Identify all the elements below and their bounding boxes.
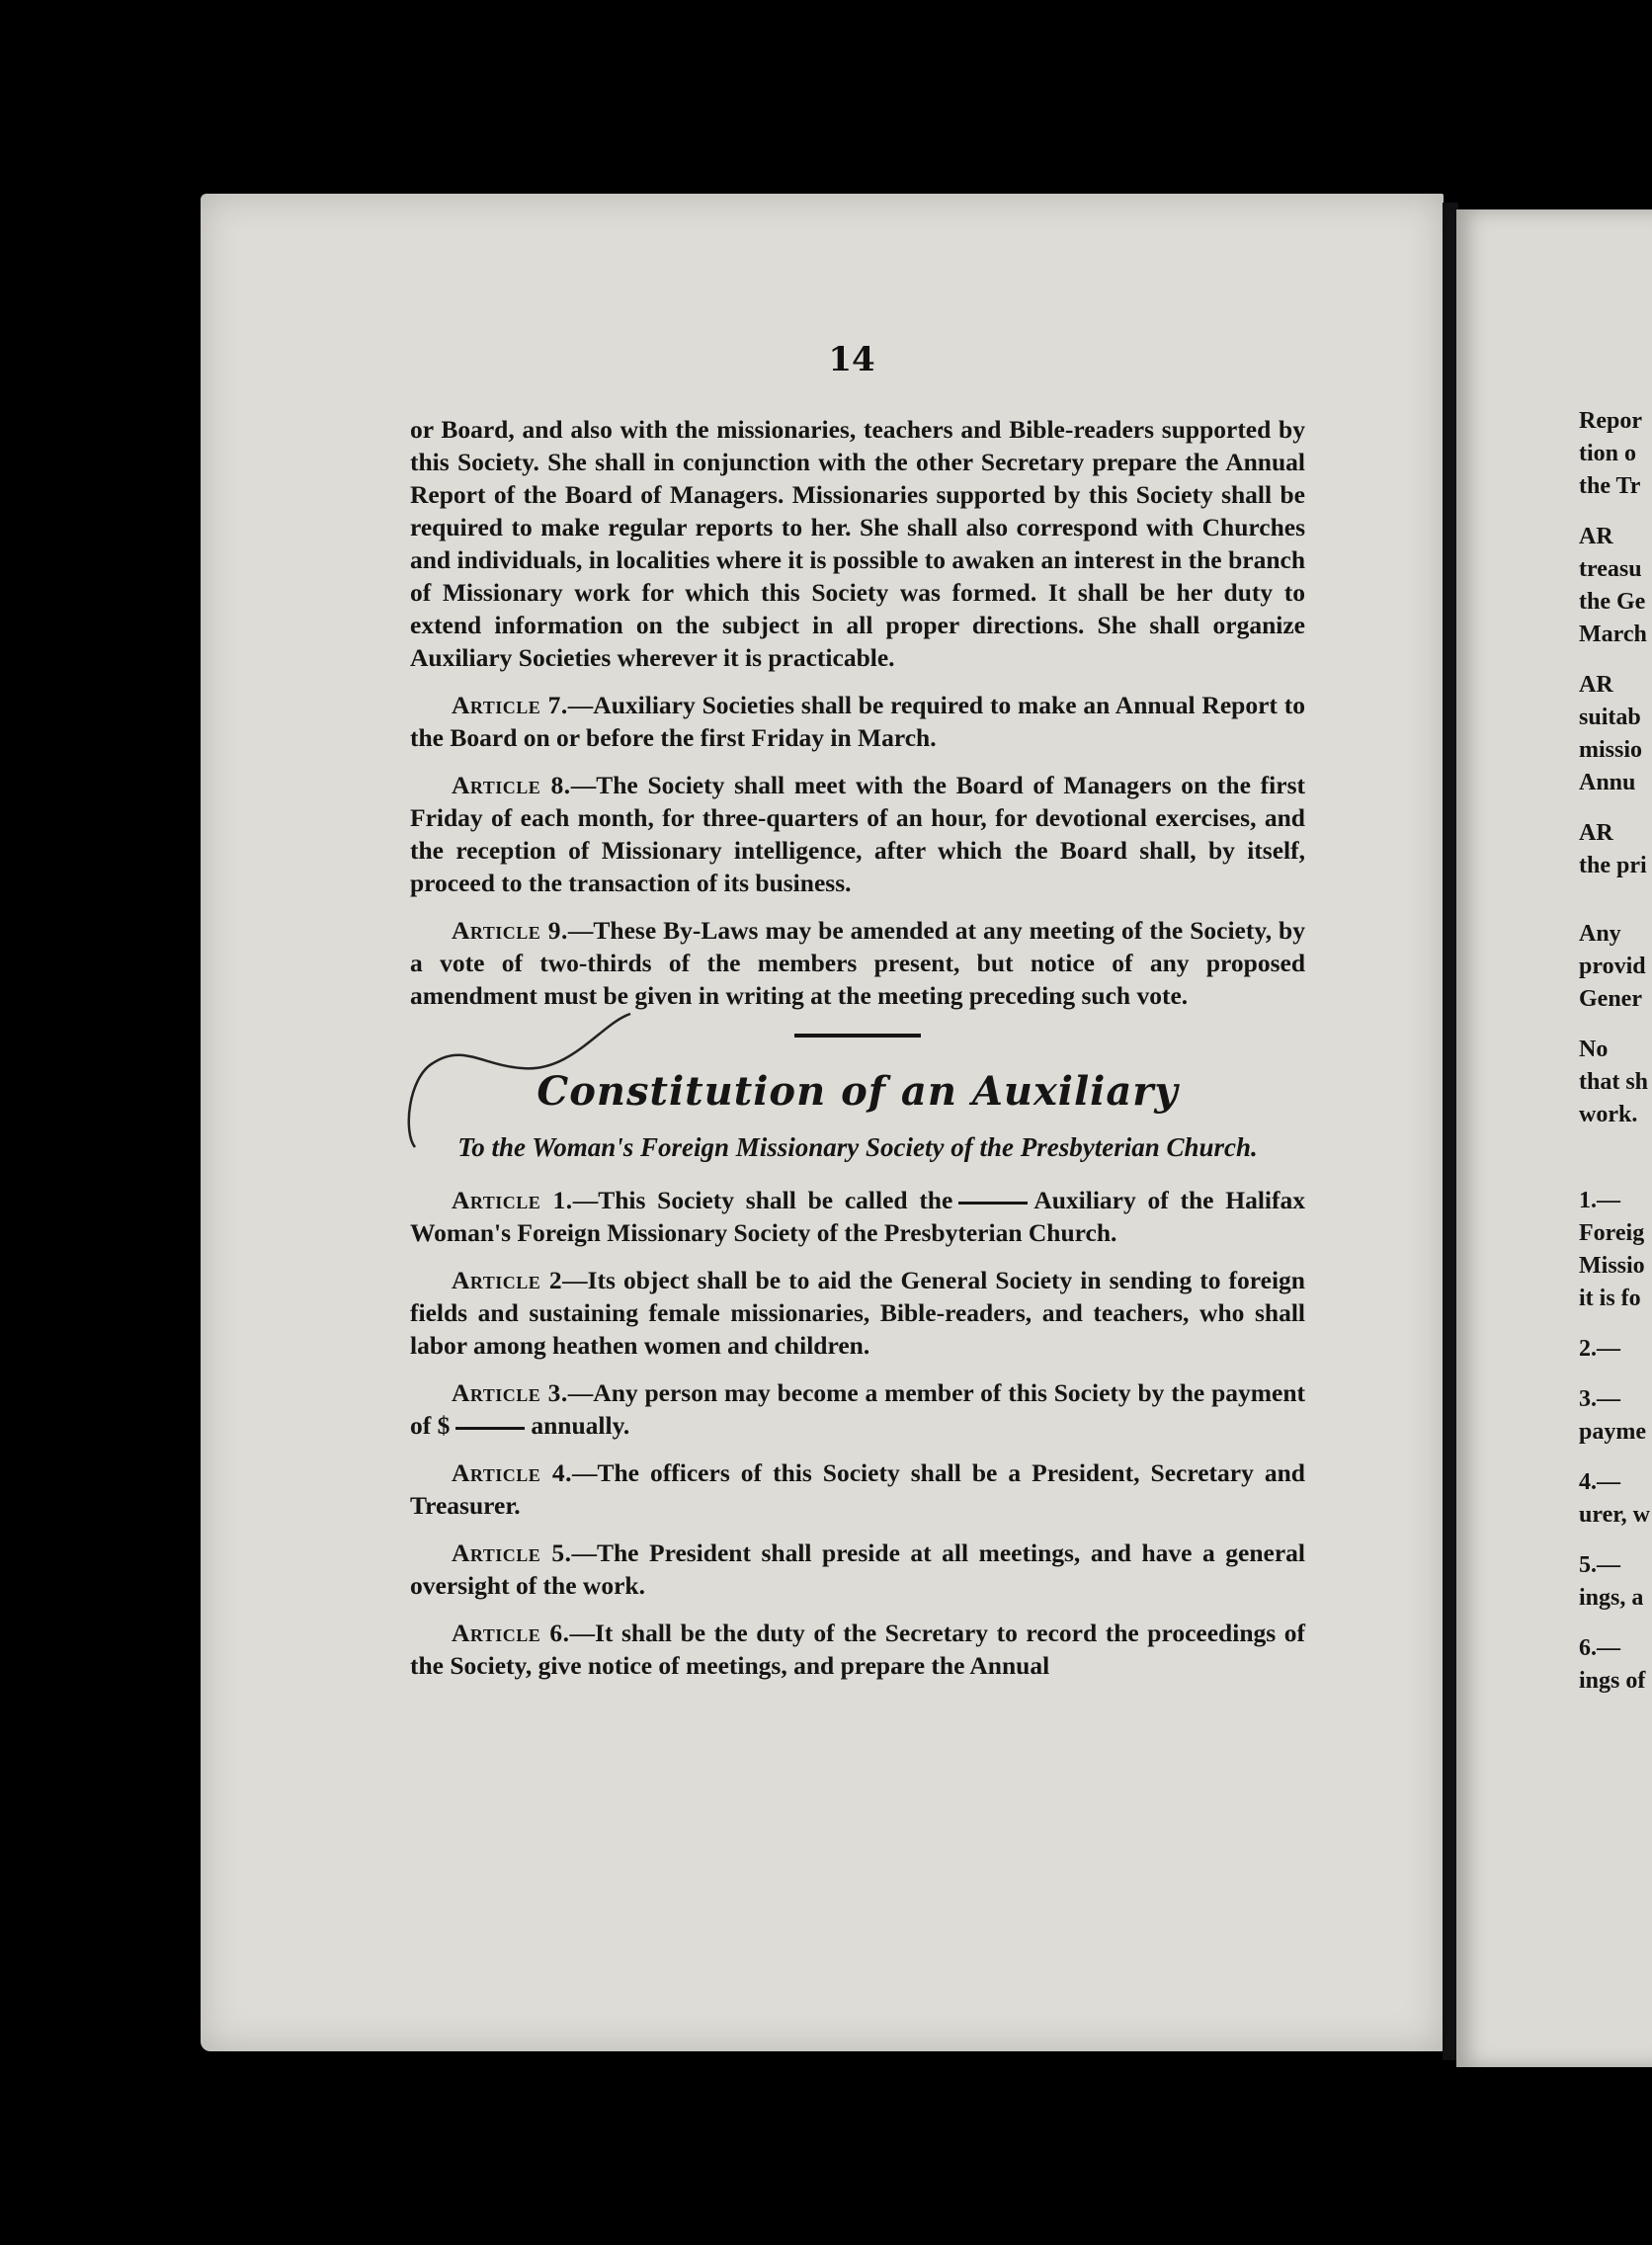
article-text-continued: annually. [531, 1411, 630, 1440]
facing-page-line: tion o [1579, 441, 1637, 466]
facing-page-line: 6.— [1579, 1635, 1620, 1661]
facing-page-line: missio [1579, 737, 1643, 763]
facing-page-line: it is fo [1579, 1286, 1641, 1311]
article-label: Article 1. [452, 1186, 573, 1214]
facing-page-line: provid [1579, 954, 1646, 979]
article-label: Article 2 [452, 1266, 563, 1294]
facing-page-line: No [1579, 1037, 1609, 1062]
facing-page-line: AR [1579, 820, 1613, 846]
facing-page-line [1579, 1131, 1652, 1149]
facing-page-line [1579, 882, 1652, 900]
article-text: —Any person may become a member of this Society by the payment of $ [410, 1378, 1305, 1440]
facing-page-line: the Tr [1579, 473, 1641, 499]
facing-page-line: ings, a [1579, 1585, 1644, 1611]
facing-page-line: 4.— [1579, 1469, 1620, 1495]
facing-page-line: Gener [1579, 986, 1642, 1012]
facing-page-line: urer, w [1579, 1502, 1650, 1528]
facing-page-line: Repor [1579, 408, 1642, 434]
constitution-article-3 [410, 1376, 1305, 1442]
constitution-subtitle: To the Woman's Foreign Missionary Society of the Presbyterian Church. [457, 1132, 1258, 1162]
facing-page-line: that sh [1579, 1069, 1649, 1095]
facing-page-text [1579, 405, 1652, 1698]
section-divider [794, 1034, 921, 1038]
pencil-scribble-mark [403, 984, 660, 1182]
constitution-title: Constitution of an Auxiliary [537, 1068, 1179, 1115]
article-text: —It shall be the duty of the Secretary to record the proceedings of the Society, give notice of meetings, and prepare the Annual [410, 1619, 1305, 1680]
facing-page-line: treasu [1579, 556, 1642, 582]
article-label: Article 8. [452, 771, 571, 799]
article-text: —The officers of this Society shall be a President, Secretary and Treasurer. [410, 1458, 1305, 1520]
facing-page-line: payme [1579, 1419, 1646, 1445]
facing-page-line [1579, 1615, 1652, 1632]
fill-in-blank [455, 1427, 525, 1430]
article-label: Article 4. [452, 1458, 572, 1487]
article-text: —Auxiliary Societies shall be required to make an Annual Report to the Board on or before the first Friday in March. [410, 691, 1306, 752]
facing-page-line [1579, 1016, 1652, 1034]
facing-page-line: the Ge [1579, 589, 1646, 615]
facing-page-line: AR [1579, 524, 1613, 549]
facing-page-line: ings of [1579, 1668, 1646, 1694]
facing-page-line: 5.— [1579, 1552, 1620, 1578]
constitution-article-6 [410, 1617, 1305, 1682]
facing-page-line [1579, 503, 1652, 521]
facing-page-line: Foreig [1579, 1220, 1645, 1246]
article-text-continued: Auxiliary of the Halifax Woman's Foreign Missionary Society of the Presbyterian Church. [410, 1186, 1305, 1247]
constitution-article-4 [410, 1456, 1305, 1522]
constitution-article-1 [410, 1184, 1305, 1249]
facing-page-line: Annu [1579, 770, 1636, 795]
facing-page-line [1579, 1532, 1652, 1549]
facing-page-line [1579, 1167, 1652, 1185]
article-label: Article 6. [452, 1619, 570, 1647]
facing-page-line: Missio [1579, 1253, 1645, 1279]
facing-page-line [1579, 1449, 1652, 1466]
article-label: Article 3. [452, 1378, 568, 1407]
bylaw-continuation: or Board, and also with the missionaries, teachers and Bible-readers supported by this Society. She shall in conjunction with the other Secretary prepare the Annual Report of the Board of Managers. Missionaries supported by this Society shall be required to make regular reports to her. She shall also correspond with Churches and individuals, in localities where it is possible to awaken an interest in the branch of Missionary work for which this Society was formed. It shall be her duty to extend information on the subject in all proper directions. She shall organize Auxiliary Societies wherever it is practicable. [410, 415, 1305, 672]
facing-page-line: 3.— [1579, 1386, 1620, 1412]
facing-page-line: suitab [1579, 705, 1641, 730]
bylaw-article-7 [410, 689, 1305, 754]
facing-page-line: Any [1579, 921, 1621, 947]
facing-page-line [1579, 900, 1652, 918]
facing-page-line [1579, 1366, 1652, 1383]
book-page-right-fragment [1456, 209, 1652, 2067]
facing-page-line [1579, 1149, 1652, 1167]
facing-page-line: AR [1579, 672, 1613, 698]
facing-page-line [1579, 799, 1652, 817]
article-text: —The Society shall meet with the Board of Managers on the first Friday of each month, for three-quarters of an hour, for devotional exercises, and the reception of Missionary intelligence, after which the Board shall, by itself, proceed to the transaction of its business. [410, 771, 1305, 897]
constitution-article-2 [410, 1264, 1305, 1362]
constitution-article-5 [410, 1537, 1305, 1602]
article-label: Article 5. [452, 1538, 572, 1567]
facing-page-line: the pri [1579, 853, 1647, 878]
facing-page-line: work. [1579, 1102, 1638, 1127]
facing-page-line: 2.— [1579, 1336, 1620, 1362]
bylaw-article-8 [410, 769, 1305, 899]
book-page-left [201, 194, 1444, 2051]
facing-page-line: March [1579, 622, 1647, 647]
fill-in-blank [958, 1202, 1028, 1205]
facing-page-line: 1.— [1579, 1188, 1620, 1213]
article-text: —Its object shall be to aid the General Society in sending to foreign fields and sustaining female missionaries, Bible-readers, and teachers, who shall labor among heathen women and children. [410, 1266, 1305, 1360]
article-text: —These By-Laws may be amended at any meeting of the Society, by a vote of two-thirds of the members present, but notice of any proposed amendment must be given in writing at the meeting preceding such vote. [410, 916, 1305, 1010]
facing-page-line [1579, 651, 1652, 669]
article-text: —This Society shall be called the [572, 1186, 953, 1214]
article-label: Article 7. [452, 691, 568, 719]
article-text: —The President shall preside at all meetings, and have a general oversight of the work. [410, 1538, 1306, 1600]
facing-page-line [1579, 1315, 1652, 1333]
article-label: Article 9. [452, 916, 568, 945]
page-number: 14 [828, 340, 875, 379]
